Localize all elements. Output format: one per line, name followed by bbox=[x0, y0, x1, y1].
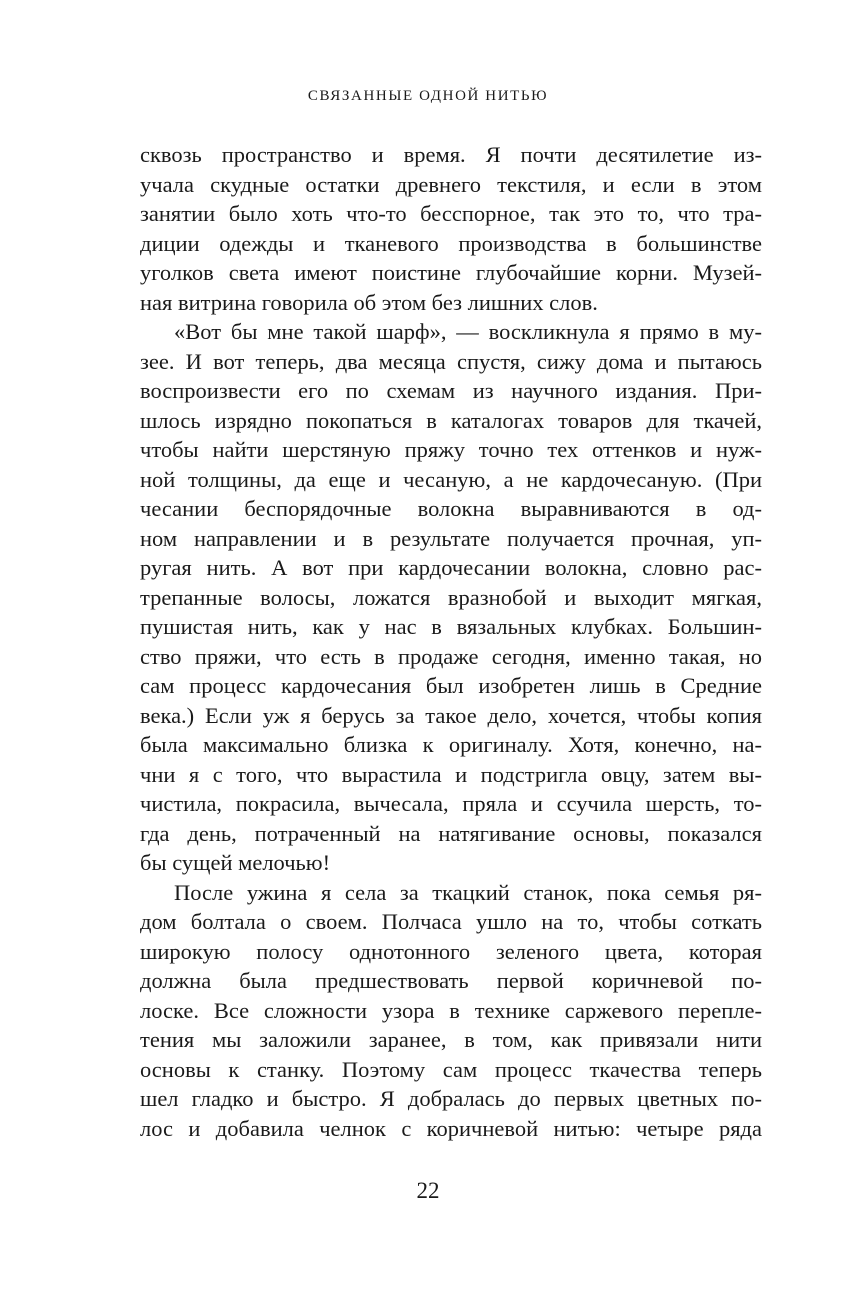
text-line: основы к станку. Поэтому сам процесс ткачества теперь bbox=[140, 1056, 762, 1082]
text-line: века.) Если уж я берусь за такое дело, хочется, чтобы копия bbox=[140, 702, 762, 728]
text-line: сквозь пространство и время. Я почти десятилетие из- bbox=[140, 142, 762, 167]
text-line: ном направлении и в результате получается прочная, уп- bbox=[140, 525, 762, 551]
text-line: должна была предшествовать первой коричневой по- bbox=[140, 968, 762, 993]
text-line: зее. И вот теперь, два месяца спустя, сижу дома и пытаюсь bbox=[140, 348, 762, 374]
text-line: занятии было хоть что-то бесспорное, так это то, что тра- bbox=[140, 201, 762, 226]
text-line: чни я с того, что вырастила и подстригла овцу, затем вы- bbox=[140, 761, 762, 787]
text-line: «Вот бы мне такой шарф», — воскликнула я прямо в му- bbox=[174, 319, 762, 344]
text-line: воспроизвести его по схемам из научного издания. При- bbox=[140, 378, 762, 403]
text-line: диции одежды и тканевого производства в большинстве bbox=[140, 230, 762, 256]
text-line: шел гладко и быстро. Я добралась до первых цветных по- bbox=[140, 1086, 762, 1111]
text-line: трепанные волосы, ложатся вразнобой и выходит мягкая, bbox=[140, 584, 762, 610]
text-line: ругая нить. А вот при кардочесании волокна, словно рас- bbox=[140, 555, 762, 580]
text-line: ство пряжи, что есть в продаже сегодня, именно такая, но bbox=[140, 643, 762, 669]
text-line: бы сущей мелочью! bbox=[140, 850, 331, 875]
text-line: ной толщины, да еще и чесаную, а не кардочесаную. (При bbox=[140, 466, 762, 492]
text-line: лоске. Все сложности узора в технике саржевого перепле- bbox=[140, 997, 762, 1023]
text-line: чесании беспорядочные волокна выравниваются в од- bbox=[140, 496, 762, 521]
text-line: дом болтала о своем. Полчаса ушло на то, чтобы соткать bbox=[140, 909, 762, 934]
text-line: шлось изрядно покопаться в каталогах товаров для ткачей, bbox=[140, 407, 762, 433]
text-line: широкую полосу однотонного зеленого цвета, которая bbox=[140, 938, 762, 964]
text-line: учала скудные остатки древнего текстиля, и если в этом bbox=[140, 171, 762, 197]
text-line: чтобы найти шерстяную пряжу точно тех оттенков и нуж- bbox=[140, 437, 762, 462]
text-line: чистила, покрасила, вычесала, пряла и ссучила шерсть, то- bbox=[140, 791, 762, 816]
paragraph bbox=[140, 140, 762, 317]
text-line: лос и добавила челнок с коричневой нитью: четыре ряда bbox=[140, 1115, 762, 1141]
body-text bbox=[140, 140, 762, 1143]
text-line: тения мы заложили заранее, в том, как привязали нити bbox=[140, 1027, 762, 1052]
paragraph bbox=[140, 317, 762, 878]
text-line: гда день, потраченный на натягивание основы, показался bbox=[140, 820, 762, 846]
text-line: уголков света имеют поистине глубочайшие корни. Музей- bbox=[140, 260, 762, 285]
text-line: была максимально близка к оригиналу. Хотя, конечно, на- bbox=[140, 732, 762, 757]
text-line: После ужина я села за ткацкий станок, пока семья ря- bbox=[174, 879, 762, 905]
text-line: ная витрина говорила об этом без лишних слов. bbox=[140, 289, 598, 315]
running-head: СВЯЗАННЫЕ ОДНОЙ НИТЬЮ bbox=[307, 88, 549, 104]
page-number: 22 bbox=[416, 1178, 440, 1203]
text-line: пушистая нить, как у нас в вязальных клубках. Большин- bbox=[140, 614, 762, 639]
text-line: сам процесс кардочесания был изобретен лишь в Средние bbox=[140, 673, 762, 698]
paragraph bbox=[140, 878, 762, 1144]
